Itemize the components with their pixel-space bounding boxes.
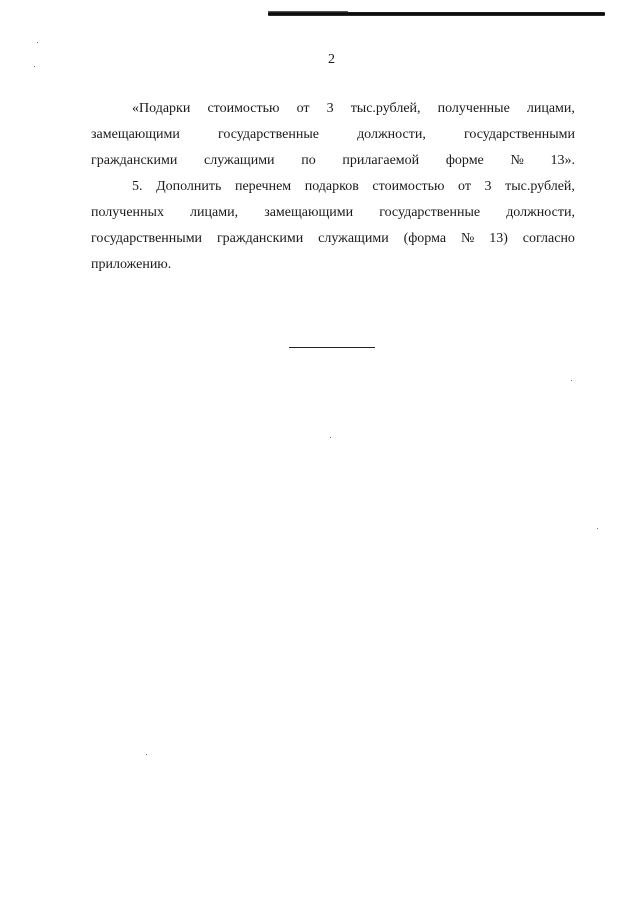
word: стоимостью xyxy=(372,179,445,194)
paragraph xyxy=(91,96,575,174)
word: подарков xyxy=(304,179,359,194)
scan-speck xyxy=(146,754,147,755)
word: полученные xyxy=(437,101,510,116)
text-line xyxy=(91,96,575,122)
paragraph xyxy=(91,174,575,278)
word: государственными xyxy=(463,127,575,142)
word: по xyxy=(301,153,316,168)
word: прилагаемой xyxy=(342,153,420,168)
word: 3 xyxy=(484,179,492,194)
word: государственными xyxy=(91,231,203,246)
word: тыс.рублей, xyxy=(505,179,575,194)
word: Дополнить xyxy=(156,179,222,194)
word: 13) xyxy=(489,231,508,246)
text-line xyxy=(91,122,575,148)
text-line xyxy=(91,252,575,278)
page-number: 2 xyxy=(328,52,335,67)
word: должности, xyxy=(506,205,575,220)
word: служащими xyxy=(318,231,389,246)
word: 5. xyxy=(132,179,143,194)
text-line xyxy=(91,148,575,174)
word: государственные xyxy=(218,127,319,142)
word: согласно xyxy=(522,231,575,246)
scan-speck xyxy=(34,66,35,67)
word: № xyxy=(460,231,475,246)
scan-speck xyxy=(597,528,598,529)
word: от xyxy=(296,101,310,116)
word: 13». xyxy=(550,153,575,168)
document-body xyxy=(91,96,575,278)
word: должности, xyxy=(357,127,426,142)
text-line xyxy=(91,226,575,252)
scan-speck xyxy=(330,437,331,438)
word: гражданскими xyxy=(216,231,304,246)
word: приложению. xyxy=(91,257,172,272)
word: 3 xyxy=(326,101,334,116)
scan-speck xyxy=(571,380,572,381)
word: лицами, xyxy=(190,205,239,220)
word: стоимостью xyxy=(207,101,280,116)
word: «Подарки xyxy=(132,101,191,116)
word: гражданскими xyxy=(91,153,178,168)
word: служащими xyxy=(204,153,275,168)
word: (форма xyxy=(403,231,447,246)
word: форме xyxy=(445,153,484,168)
word: замещающими xyxy=(264,205,354,220)
word: перечнем xyxy=(234,179,292,194)
word: № xyxy=(510,153,524,168)
word: полученных xyxy=(91,205,164,220)
word: лицами, xyxy=(526,101,575,116)
word: замещающими xyxy=(91,127,180,142)
word: от xyxy=(458,179,471,194)
scan-artifact-bar xyxy=(268,12,605,16)
end-separator-line xyxy=(289,347,375,348)
text-line xyxy=(91,200,575,226)
word: государственные xyxy=(379,205,481,220)
word: тыс.рублей, xyxy=(350,101,421,116)
text-line xyxy=(91,174,575,200)
scan-speck xyxy=(37,42,38,43)
